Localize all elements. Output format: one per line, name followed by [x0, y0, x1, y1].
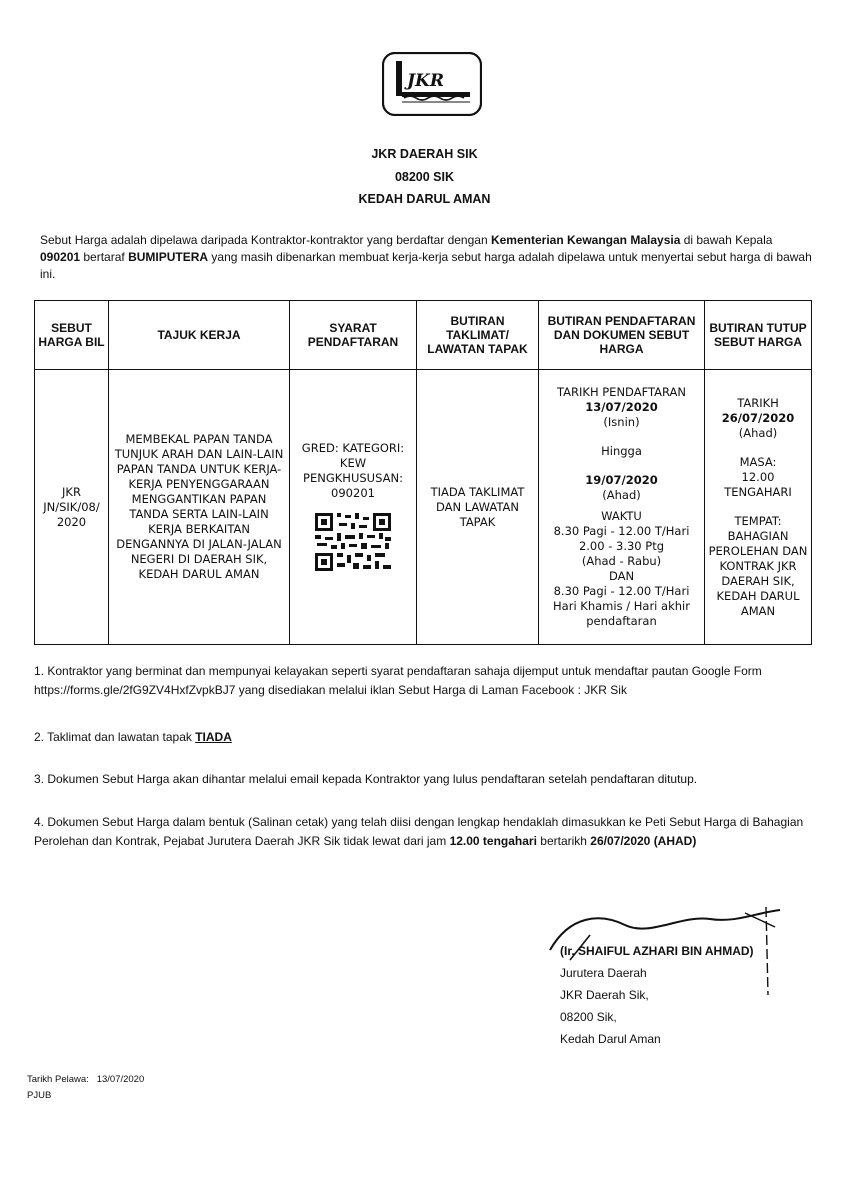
header-bil: SEBUT HARGA BIL: [35, 301, 109, 370]
tender-table: [34, 300, 812, 645]
signature-block: [560, 940, 754, 1050]
daftar-time-1: 8.30 Pagi - 12.00 T/Hari: [553, 524, 690, 538]
syarat-text: GRED: KATEGORI: KEW PENGKHUSUSAN: 090201: [301, 441, 405, 500]
tutup-day: (Ahad): [738, 425, 778, 440]
tarikh-label: Tarikh Pelawa:: [27, 1074, 89, 1085]
tutup-label: TARIKH: [737, 395, 779, 410]
cell-bil: JKR JN/SIK/08/ 2020: [35, 370, 109, 645]
signatory-title: Jurutera Daerah: [560, 966, 647, 980]
note-1: 1. Kontraktor yang berminat dan mempunyai kelayakan seperti syarat pendaftaran sahaja dijemput untuk mendaftar pautan Google Form https://forms.gle/2fG9ZV4HxfZvpkBJ7 yang disediakan melalui iklan Sebut Harga di Laman Facebook : JKR Sik: [34, 664, 762, 697]
signatory-address-1: JKR Daerah Sik,: [560, 988, 649, 1002]
note-3: 3. Dokumen Sebut Harga akan dihantar melalui email kepada Kontraktor yang lulus pendaftaran setelah pendaftaran ditutup.: [34, 772, 698, 786]
table-row: [35, 370, 812, 645]
daftar-label: TARIKH PENDAFTARAN: [557, 385, 686, 399]
cell-tajuk: MEMBEKAL PAPAN TANDA TUNJUK ARAH DAN LAIN-LAIN PAPAN TANDA UNTUK KERJA-KERJA PENYENGGARAAN MENGGANTIKAN PAPAN TANDA SERTA LAIN-LAIN KERJA BERKAITAN DENGANNYA DI JALAN-JALAN NEGERI DI DAERAH SIK, KEDAH DARUL AMAN: [109, 370, 290, 645]
intro-status: BUMIPUTERA: [128, 250, 209, 264]
intro-ministry: Kementerian Kewangan Malaysia: [490, 233, 681, 247]
note-4-date: 26/07/2020 (AHAD): [590, 834, 697, 848]
header-tajuk: TAJUK KERJA: [109, 301, 290, 370]
cell-taklimat: TIADA TAKLIMAT DAN LAWATAN TAPAK: [417, 370, 539, 645]
cell-syarat: [290, 370, 417, 645]
note-4: [34, 813, 814, 851]
header-state: KEDAH DARUL AMAN: [358, 192, 491, 206]
signatory-address-2: 08200 Sik,: [560, 1010, 617, 1024]
intro-kepala: 090201: [40, 250, 81, 264]
daftar-hingga: Hingga: [601, 444, 642, 458]
note-4-mid: bertarikh: [536, 834, 591, 848]
document-code: PJUB: [27, 1090, 52, 1101]
daftar-time-4: 8.30 Pagi - 12.00 T/Hari: [553, 584, 690, 598]
header-syarat: SYARAT PENDAFTARAN: [290, 301, 417, 370]
daftar-time-5: Hari Khamis / Hari akhir pendaftaran: [553, 599, 690, 628]
intro-text-3: bertaraf: [80, 250, 129, 264]
cell-tutup: [705, 370, 812, 645]
daftar-dan: DAN: [608, 569, 635, 583]
tarikh-pelawa: [27, 1074, 144, 1085]
tarikh-value: 13/07/2020: [96, 1074, 145, 1085]
header-pendaftaran: BUTIRAN PENDAFTARAN DAN DOKUMEN SEBUT HARGA: [539, 301, 705, 370]
tutup-tempat: TEMPAT:: [734, 513, 782, 528]
tutup-tengahari: TENGAHARI: [724, 484, 792, 499]
logo-text: JKR: [407, 71, 444, 91]
header-office: JKR DAERAH SIK: [371, 147, 478, 161]
daftar-start-day: (Isnin): [603, 415, 640, 429]
cell-pendaftaran: [539, 370, 705, 645]
daftar-waktu: WAKTU: [601, 509, 642, 523]
signatory-address-3: Kedah Darul Aman: [560, 1032, 661, 1046]
tutup-date: 26/07/2020: [721, 410, 795, 425]
jkr-logo: [382, 52, 482, 116]
note-2-text: 2. Taklimat dan lawatan tapak: [34, 730, 196, 744]
intro-text-4: yang masih dibenarkan membuat kerja-kerja sebut harga adalah dipelawa untuk menyertai sebut harga di bawah ini.: [40, 250, 812, 281]
note-4-time: 12.00 tengahari: [449, 834, 537, 848]
intro-paragraph: [40, 232, 815, 283]
note-2: [34, 728, 814, 747]
qr-code: [313, 511, 393, 573]
table-header-row: [35, 301, 812, 370]
header-postcode: 08200 SIK: [394, 170, 455, 184]
note-4-text: 4. Dokumen Sebut Harga dalam bentuk (Salinan cetak) yang telah diisi dengan lengkap hendaklah dimasukkan ke Peti Sebut Harga di Bahagian Perolehan dan Kontrak, Pejabat Jurutera Daerah JKR Sik tidak lewat dari jam: [34, 815, 804, 848]
note-2-tiada: TIADA: [195, 730, 232, 744]
header-taklimat: BUTIRAN TAKLIMAT/ LAWATAN TAPAK: [417, 301, 539, 370]
header-tutup: BUTIRAN TUTUP SEBUT HARGA: [705, 301, 812, 370]
tutup-time: 12.00: [741, 469, 775, 484]
daftar-time-3: (Ahad - Rabu): [581, 554, 662, 568]
signatory-name: (Ir. SHAIFUL AZHARI BIN AHMAD): [560, 944, 754, 958]
daftar-start-date: 13/07/2020: [585, 400, 658, 414]
intro-text-2: di bawah Kepala: [680, 233, 773, 247]
intro-text-1: Sebut Harga adalah dipelawa daripada Kontraktor-kontraktor yang berdaftar dengan: [40, 233, 491, 247]
daftar-end-date: 19/07/2020: [585, 473, 658, 487]
tutup-masa: MASA:: [739, 454, 777, 469]
tutup-place: BAHAGIAN PEROLEHAN DAN KONTRAK JKR DAERAH SIK, KEDAH DARUL AMAN: [708, 528, 808, 618]
daftar-time-2: 2.00 - 3.30 Ptg: [578, 539, 665, 553]
daftar-end-day: (Ahad): [602, 488, 641, 502]
